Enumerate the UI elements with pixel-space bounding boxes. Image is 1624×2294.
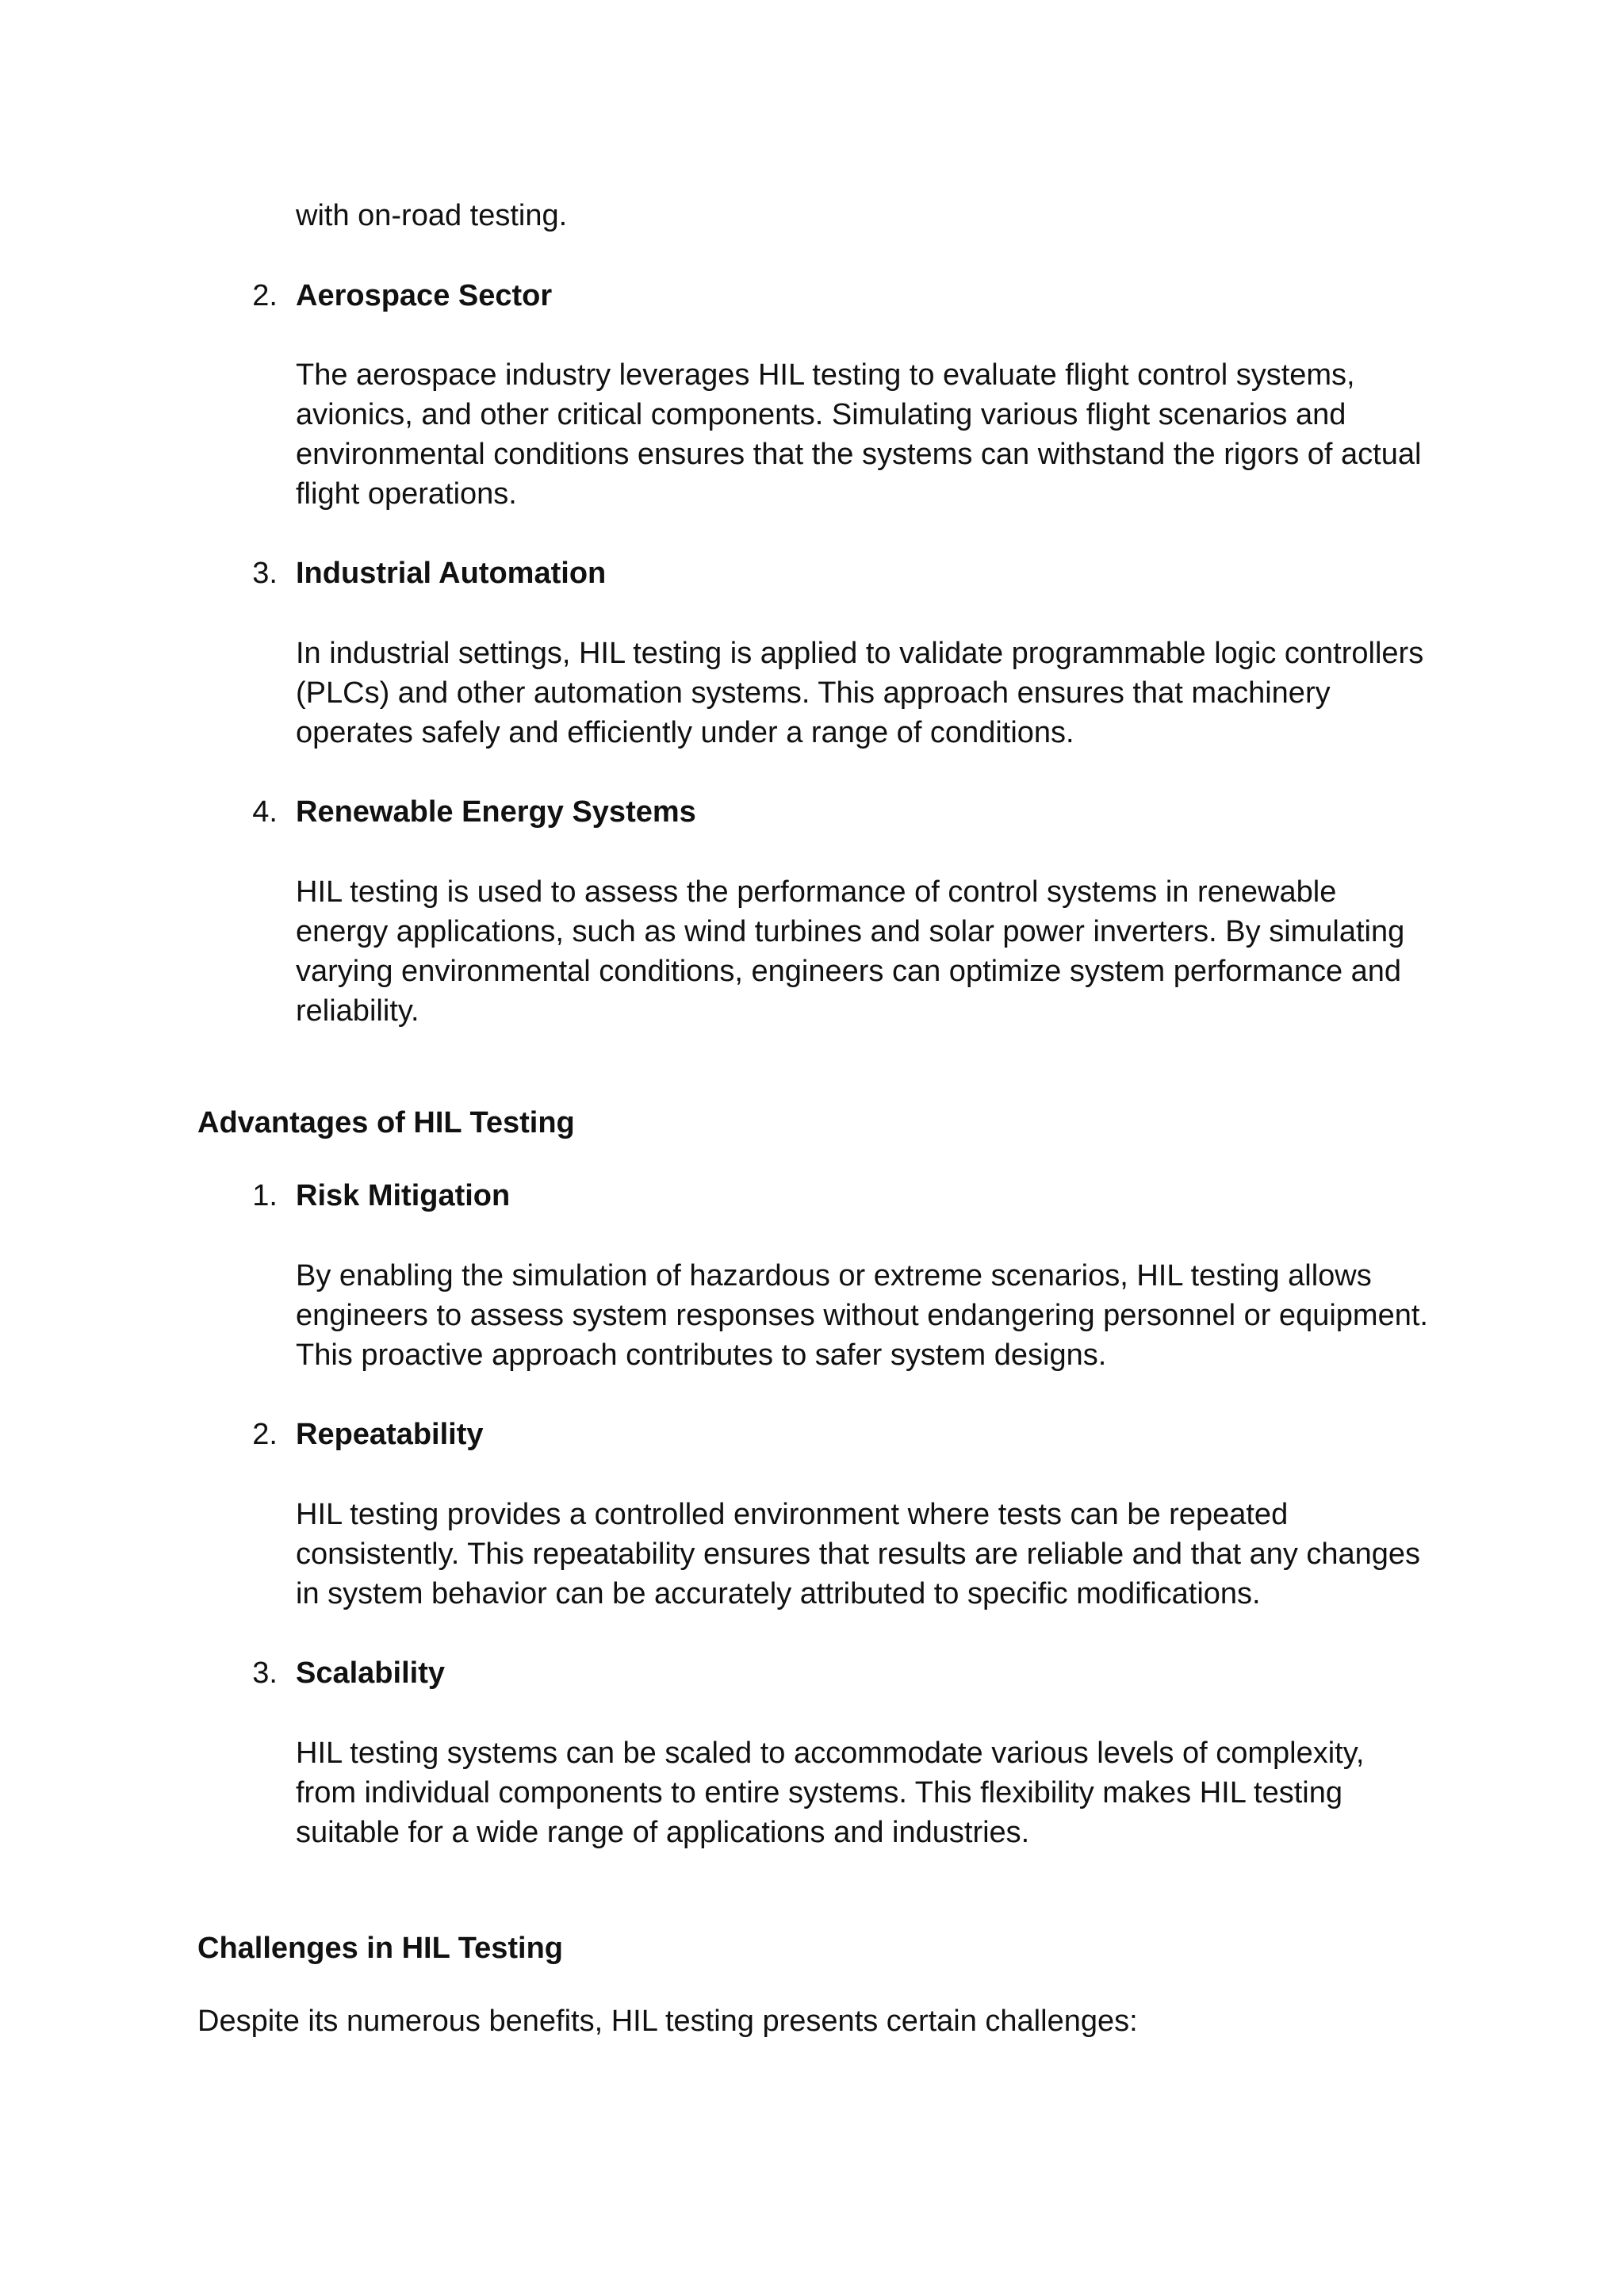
list-item-title: Aerospace Sector [296, 279, 553, 312]
list-number: 3. [252, 1656, 278, 1690]
list-item-paragraph: The aerospace industry leverages HIL testing to evaluate flight control systems, avionics, and other critical components. Simulating various flight scenarios and environmental conditions ensures that the systems can withstand the rigors of actual flight operations. [296, 358, 1422, 511]
list-item-paragraph: In industrial settings, HIL testing is applied to validate programmable logic controllers (PLCs) and other automation systems. This approach ensures that machinery operates safely and efficiently under a range of conditions. [296, 637, 1424, 749]
list-number: 1. [252, 1179, 278, 1212]
section-heading-advantages: Advantages of HIL Testing [197, 1106, 575, 1139]
list-number: 3. [252, 557, 278, 590]
challenges-intro: Despite its numerous benefits, HIL testing presents certain challenges: [197, 2005, 1138, 2038]
continuation-text: with on-road testing. [296, 199, 568, 232]
list-item-paragraph: HIL testing provides a controlled environment where tests can be repeated consistently. This repeatability ensures that results are reliable and that any changes in system behavior can be accurately attributed to specific modifications. [296, 1498, 1421, 1610]
list-item-paragraph: By enabling the simulation of hazardous or extreme scenarios, HIL testing allows engineers to assess system responses without endangering personnel or equipment. This proactive approach contributes to safer system designs. [296, 1259, 1428, 1372]
list-item-title: Scalability [296, 1656, 445, 1690]
list-item-title: Renewable Energy Systems [296, 795, 696, 829]
list-item-title: Industrial Automation [296, 557, 607, 590]
list-number: 2. [252, 1418, 278, 1451]
list-number: 4. [252, 795, 278, 829]
list-number: 2. [252, 279, 278, 312]
section-heading-challenges: Challenges in HIL Testing [197, 1932, 563, 1965]
list-item-title: Repeatability [296, 1418, 484, 1451]
list-item-paragraph: HIL testing is used to assess the performance of control systems in renewable energy applications, such as wind turbines and solar power inverters. By simulating varying environmental conditions, engineers can optimize system performance and reliability. [296, 875, 1405, 1028]
list-item-title: Risk Mitigation [296, 1179, 511, 1212]
list-item-paragraph: HIL testing systems can be scaled to accommodate various levels of complexity, from individual components to entire systems. This flexibility makes HIL testing suitable for a wide range of applications and industries. [296, 1737, 1365, 1849]
